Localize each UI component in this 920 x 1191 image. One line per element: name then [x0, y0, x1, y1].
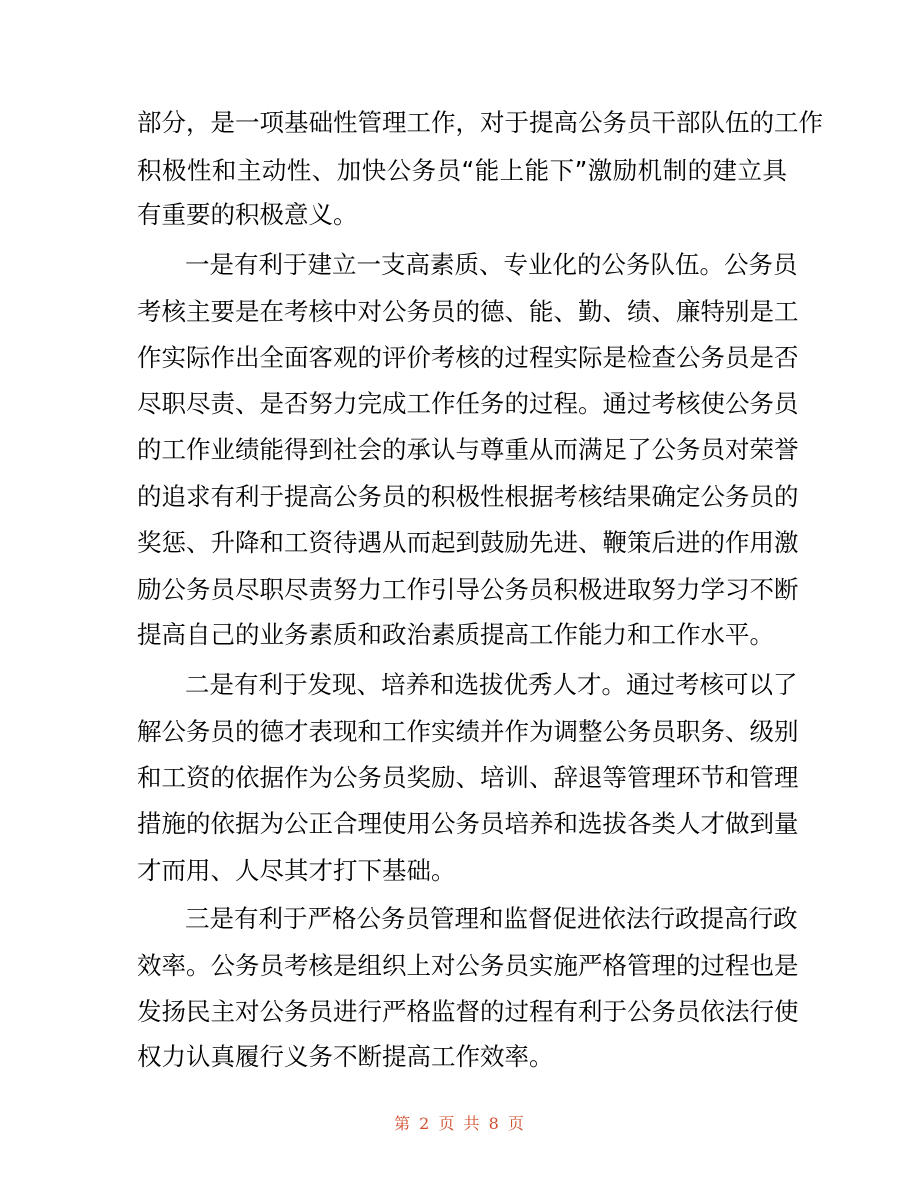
paragraph-2-line-9: 提高自己的业务素质和政治素质提高工作能力和工作水平。	[137, 620, 774, 649]
paragraph-2-line-2: 考核主要是在考核中对公务员的德、能、勤、绩、廉特别是工	[137, 297, 799, 326]
paragraph-1-line-1: 部分，是一项基础性管理工作，对于提高公务员干部队伍的工作	[137, 108, 823, 137]
paragraph-3-line-4: 措施的依据为公正合理使用公务员培养和选拔各类人才做到量	[137, 809, 799, 838]
paragraph-1-line-3: 有重要的积极意义。	[137, 200, 358, 229]
paragraph-2-line-5: 的工作业绩能得到社会的承认与尊重从而满足了公务员对荣誉	[137, 435, 799, 464]
page-number-footer: 第 2 页 共 8 页	[394, 1114, 526, 1133]
paragraph-2-line-1: 一是有利于建立一支高素质、专业化的公务队伍。公务员	[185, 250, 798, 279]
paragraph-2-line-6: 的追求有利于提高公务员的积极性根据考核结果确定公务员的	[137, 482, 799, 511]
paragraph-1-line-2: 积极性和主动性、加快公务员“能上能下”激励机制的建立具	[137, 156, 787, 185]
paragraph-2-line-3: 作实际作出全面客观的评价考核的过程实际是检查公务员是否	[137, 343, 799, 372]
paragraph-2-line-8: 励公务员尽职尽责努力工作引导公务员积极进取努力学习不断	[137, 575, 799, 604]
paragraph-3-line-1: 二是有利于发现、培养和选拔优秀人才。通过考核可以了	[185, 670, 798, 699]
paragraph-3-line-3: 和工资的依据作为公务员奖励、培训、辞退等管理环节和管理	[137, 763, 799, 792]
paragraph-4-line-4: 权力认真履行义务不断提高工作效率。	[137, 1042, 554, 1071]
paragraph-4-line-2: 效率。公务员考核是组织上对公务员实施严格管理的过程也是	[137, 951, 799, 980]
paragraph-3-line-5: 才而用、人尽其才打下基础。	[137, 856, 456, 885]
paragraph-4-line-1: 三是有利于严格公务员管理和监督促进依法行政提高行政	[185, 904, 798, 933]
paragraph-3-line-2: 解公务员的德才表现和工作实绩并作为调整公务员职务、级别	[137, 717, 799, 746]
paragraph-2-line-7: 奖惩、升降和工资待遇从而起到鼓励先进、鞭策后进的作用激	[137, 528, 799, 557]
paragraph-4-line-3: 发扬民主对公务员进行严格监督的过程有利于公务员依法行使	[137, 997, 799, 1026]
paragraph-2-line-4: 尽职尽责、是否努力完成工作任务的过程。通过考核使公务员	[137, 389, 799, 418]
